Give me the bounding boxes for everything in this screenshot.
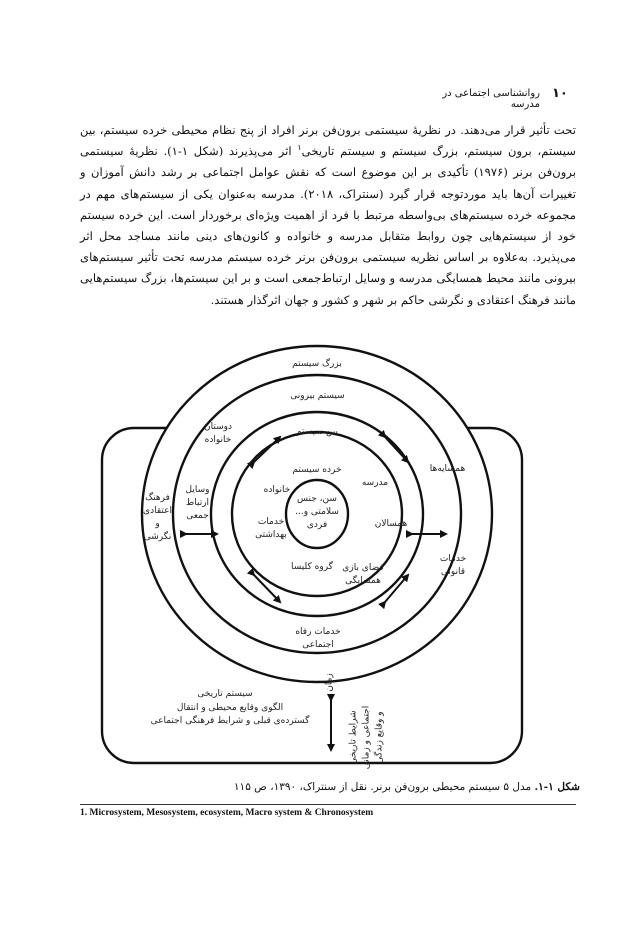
- footnote-rule: [80, 804, 576, 805]
- label-chronosystem-desc: الگوی وقایع محیطی و انتقال گسترده‌ی قبلی و شرایط فرهنگی اجتماعی: [150, 703, 310, 726]
- label-school: مدرسه: [361, 478, 389, 488]
- label-chronosystem-side: شرایط تاریخی اجتماعی و زمانی و وقایع زندگی: [348, 705, 385, 770]
- label-welfare: خدمات رفاه اجتماعی: [295, 627, 341, 650]
- body-line-2: سیستم، برون سیستم، بزرگ سیستم و سیستم تاریخی: [301, 144, 577, 159]
- running-title: روانشناسی اجتماعی در مدرسه: [442, 88, 540, 110]
- body-line-3: اثر می‌پذیرند (شکل ۱-۱). نظریهٔ سیستمی برون‌فن برنر (۱۹۷۶) تأکیدی بر این موضوع است که نقش عوامل اجتماعی بر رشد دانش آموزان و تغییرات آن‌ها باید موردتوجه قرار گیرد (سنتراک، ۲۰۱۸). مدرسه به‌عنوان یکی از سیستم‌های مهم در مجموعه خرده سیستم‌های بی‌واسطه مرتبط با فرد از اهمیت ویژه‌ای برخوردار است. این خرده سیستم خود از سیستم‌هایی چون روابط متقابل مدرسه و خانواده و کانون‌های دینی مانند مساجد محل اثر می‌پذیرد. به‌علاوه بر اساس نظریه سیستمی برون‌فن برنر خرده سیستم مدرسه تحت تأثیر سیستم‌های بیرونی مانند محیط همسایگی مدرسه و وسایل ارتباط‌جمعی است و بر این سیستم‌ها، بزرگ سیستم‌هایی مانند فرهنگ اعتقادی و نگرشی حاکم بر شهر و کشور و جهان اثرگذار هستند.: [80, 144, 576, 307]
- label-family-friends: دوستان خانواده: [204, 422, 232, 445]
- figure-caption: [200, 781, 580, 793]
- page-header: [0, 86, 643, 110]
- footnote: 1. Microsystem, Mesosystem, ecosystem, Macro system & Chronosystem: [80, 808, 374, 818]
- label-mesosystem: بین سیستم: [296, 427, 338, 437]
- label-microsystem: خرده سیستم: [292, 465, 342, 475]
- body-paragraph: [80, 120, 576, 311]
- label-neighbors: همسایه‌ها: [429, 464, 466, 474]
- ecological-systems-figure: [0, 340, 643, 780]
- label-peers: همسالان: [374, 519, 408, 529]
- label-family: خانواده: [263, 485, 291, 495]
- label-culture: فرهنگ اعتقادی و نگرشی: [143, 493, 172, 542]
- label-macrosystem: بزرگ سیستم: [292, 359, 342, 369]
- label-play: فضای بازی همسایگی: [342, 563, 384, 586]
- page-number: ۱۰: [552, 86, 568, 101]
- label-media: وسایل ارتباط جمعی: [185, 485, 210, 521]
- label-health: خدمات بهداشتی: [255, 517, 287, 540]
- label-time: زمان: [324, 673, 335, 692]
- label-exosystem: سیستم بیرونی: [290, 391, 345, 401]
- label-individual: سن، جنس سلامتی و... فردی: [295, 494, 339, 530]
- label-chronosystem-title: سیستم تاریخی: [197, 689, 253, 699]
- caption-text: مدل ۵ سیستم محیطی برون‌فن برنر. نقل از سنتراک، ۱۳۹۰، ص ۱۱۵: [233, 781, 532, 793]
- label-legal: خدمات قانونی: [439, 554, 467, 577]
- body-line-1: تحت تأثیر قرار می‌دهند. در نظریهٔ سیستمی برون‌فن برنر افراد از پنج نظام محیطی خرده سیستم، بین: [80, 123, 576, 137]
- caption-label: شکل ۱-۱.: [534, 781, 580, 793]
- label-church: گروه کلیسا: [291, 562, 333, 572]
- footnote-ref: ۱: [297, 143, 302, 153]
